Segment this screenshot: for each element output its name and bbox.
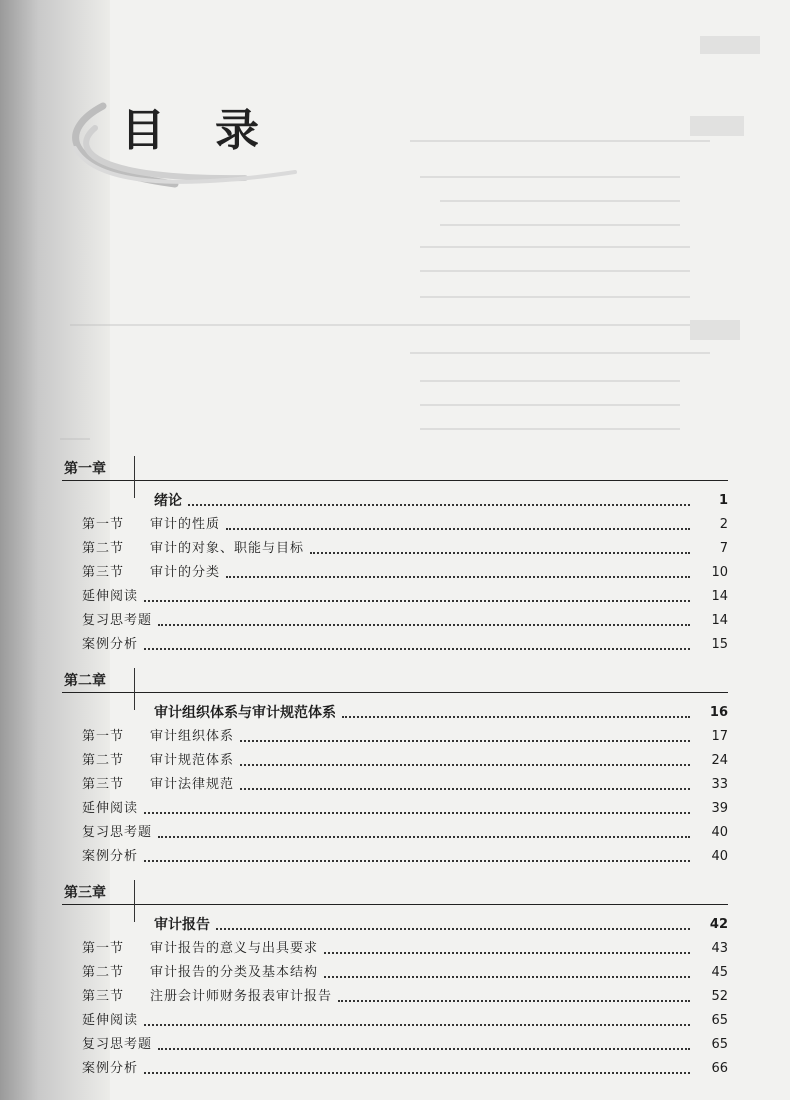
dot-leader [158, 826, 690, 838]
dot-leader [240, 730, 690, 742]
chapter-block [62, 454, 728, 654]
dot-leader [144, 590, 690, 602]
chapter-divider [62, 904, 728, 905]
page-title: 目录 [121, 105, 309, 156]
page-number: 43 [711, 941, 728, 956]
dot-leader [144, 638, 690, 650]
page-number: 7 [719, 541, 728, 556]
appendix-title: 延伸阅读 [82, 1013, 139, 1028]
chapter-header [62, 666, 728, 696]
appendix-entry[interactable] [62, 1054, 728, 1078]
section-title: 审计的性质 [150, 517, 221, 532]
section-number: 第三节 [82, 989, 125, 1004]
section-number: 第三节 [82, 777, 125, 792]
page-number: 33 [711, 777, 728, 792]
section-number: 第一节 [82, 517, 125, 532]
section-title: 审计报告的意义与出具要求 [150, 941, 319, 956]
section-entry[interactable] [62, 722, 728, 746]
dot-leader [324, 942, 690, 954]
dot-leader [144, 850, 690, 862]
chapter-block [62, 878, 728, 1078]
dot-leader [158, 614, 690, 626]
section-number: 第二节 [82, 541, 125, 556]
appendix-title: 复习思考题 [82, 825, 153, 840]
chapter-entry[interactable] [62, 908, 728, 934]
section-title: 审计规范体系 [150, 753, 235, 768]
section-number: 第二节 [82, 965, 125, 980]
page-number: 66 [711, 1061, 728, 1076]
section-title: 注册会计师财务报表审计报告 [150, 989, 333, 1004]
chapter-title: 审计报告 [154, 917, 210, 933]
page-number: 10 [711, 565, 728, 580]
chapter-title: 绪论 [154, 493, 182, 509]
section-number: 第二节 [82, 753, 125, 768]
appendix-title: 案例分析 [82, 1061, 139, 1076]
table-of-contents [62, 454, 728, 1090]
page-number: 2 [719, 517, 728, 532]
dot-leader [144, 1014, 690, 1026]
chapter-label: 第二章 [64, 673, 106, 689]
appendix-entry[interactable] [62, 582, 728, 606]
section-entry[interactable] [62, 558, 728, 582]
chapter-vertical-rule [134, 880, 135, 922]
dot-leader [144, 1062, 690, 1074]
show-through-text [0, 0, 790, 500]
dot-leader [226, 566, 690, 578]
page-number: 14 [711, 589, 728, 604]
page-number: 24 [711, 753, 728, 768]
dot-leader [240, 754, 690, 766]
chapter-divider [62, 480, 728, 481]
appendix-title: 延伸阅读 [82, 589, 139, 604]
appendix-title: 延伸阅读 [82, 801, 139, 816]
dot-leader [240, 778, 690, 790]
chapter-vertical-rule [134, 456, 135, 498]
appendix-entry[interactable] [62, 606, 728, 630]
dot-leader [158, 1038, 690, 1050]
page-number: 16 [709, 705, 728, 720]
section-number: 第三节 [82, 565, 125, 580]
page-number: 45 [711, 965, 728, 980]
dot-leader [226, 518, 690, 530]
page-number: 14 [711, 613, 728, 628]
section-number: 第一节 [82, 941, 125, 956]
page-number: 52 [711, 989, 728, 1004]
section-entry[interactable] [62, 510, 728, 534]
dot-leader [324, 966, 690, 978]
section-number: 第一节 [82, 729, 125, 744]
dot-leader [216, 918, 690, 930]
page-number: 65 [711, 1013, 728, 1028]
chapter-header [62, 454, 728, 484]
title-block [55, 88, 355, 208]
appendix-entry[interactable] [62, 1030, 728, 1054]
chapter-vertical-rule [134, 668, 135, 710]
appendix-title: 案例分析 [82, 637, 139, 652]
chapter-label: 第一章 [64, 461, 106, 477]
appendix-entry[interactable] [62, 1006, 728, 1030]
chapter-divider [62, 692, 728, 693]
section-entry[interactable] [62, 534, 728, 558]
dot-leader [310, 542, 690, 554]
section-title: 审计的分类 [150, 565, 221, 580]
chapter-label: 第三章 [64, 885, 106, 901]
page-number: 17 [711, 729, 728, 744]
page-number: 40 [711, 849, 728, 864]
dot-leader [144, 802, 690, 814]
appendix-entry[interactable] [62, 818, 728, 842]
appendix-entry[interactable] [62, 842, 728, 866]
section-title: 审计报告的分类及基本结构 [150, 965, 319, 980]
section-title: 审计法律规范 [150, 777, 235, 792]
dot-leader [342, 706, 690, 718]
chapter-entry[interactable] [62, 484, 728, 510]
appendix-entry[interactable] [62, 630, 728, 654]
page-number: 42 [709, 917, 728, 932]
page-number: 1 [718, 493, 728, 508]
page-number: 65 [711, 1037, 728, 1052]
chapter-entry[interactable] [62, 696, 728, 722]
chapter-title: 审计组织体系与审计规范体系 [154, 705, 336, 721]
chapter-block [62, 666, 728, 866]
dot-leader [188, 494, 690, 506]
page-number: 39 [711, 801, 728, 816]
chapter-header [62, 878, 728, 908]
section-entry[interactable] [62, 934, 728, 958]
section-entry[interactable] [62, 958, 728, 982]
section-title: 审计的对象、职能与目标 [150, 541, 305, 556]
appendix-title: 复习思考题 [82, 1037, 153, 1052]
page-number: 15 [711, 637, 728, 652]
appendix-title: 复习思考题 [82, 613, 153, 628]
appendix-title: 案例分析 [82, 849, 139, 864]
dot-leader [338, 990, 690, 1002]
section-entry[interactable] [62, 982, 728, 1006]
appendix-entry[interactable] [62, 794, 728, 818]
section-entry[interactable] [62, 746, 728, 770]
page-number: 40 [711, 825, 728, 840]
section-title: 审计组织体系 [150, 729, 235, 744]
section-entry[interactable] [62, 770, 728, 794]
